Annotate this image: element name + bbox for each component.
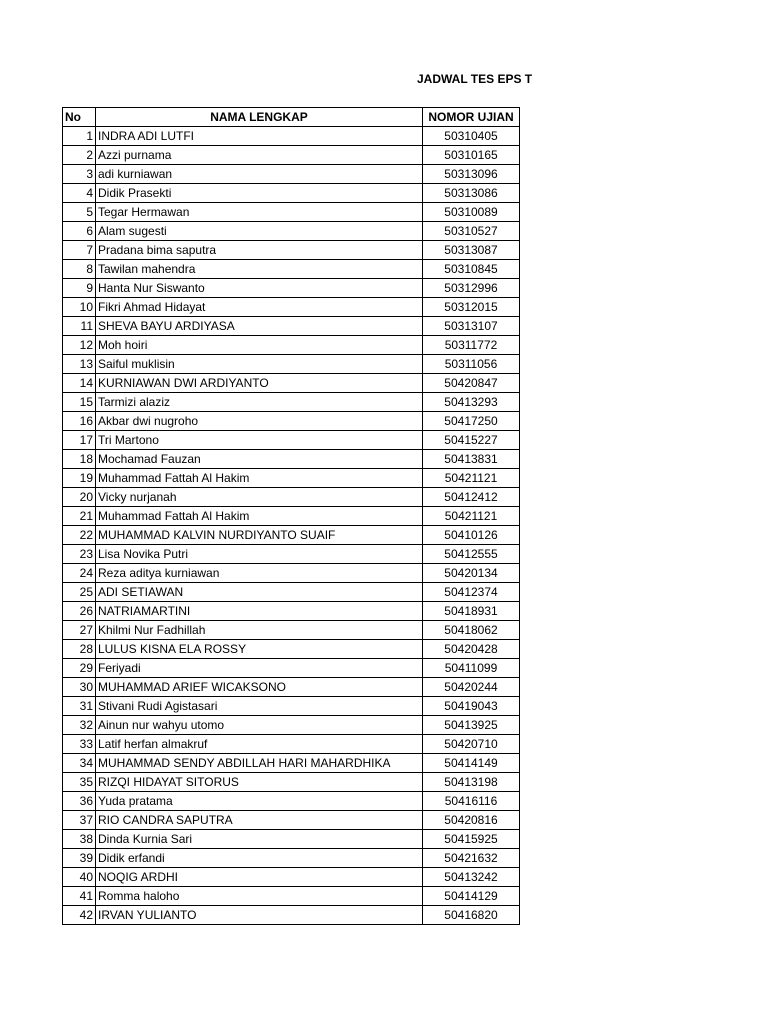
full-name-cell: Tegar Hermawan	[96, 203, 423, 222]
row-number: 12	[63, 336, 96, 355]
table-row	[63, 431, 520, 450]
exam-number-cell: 50413293	[423, 393, 520, 412]
exam-number-cell: 50420134	[423, 564, 520, 583]
row-number: 20	[63, 488, 96, 507]
exam-number-cell: 50412412	[423, 488, 520, 507]
full-name-cell: Pradana bima saputra	[96, 241, 423, 260]
exam-number-cell: 50313086	[423, 184, 520, 203]
full-name-cell: MUHAMMAD KALVIN NURDIYANTO SUAIF	[96, 526, 423, 545]
table-row	[63, 298, 520, 317]
table-row	[63, 203, 520, 222]
row-number: 22	[63, 526, 96, 545]
table-row	[63, 906, 520, 925]
row-number: 37	[63, 811, 96, 830]
row-number: 41	[63, 887, 96, 906]
full-name-cell: RIZQI HIDAYAT SITORUS	[96, 773, 423, 792]
row-number: 14	[63, 374, 96, 393]
row-number: 32	[63, 716, 96, 735]
table-row	[63, 469, 520, 488]
table-row	[63, 792, 520, 811]
full-name-cell: Khilmi Nur Fadhillah	[96, 621, 423, 640]
row-number: 2	[63, 146, 96, 165]
exam-number-cell: 50313087	[423, 241, 520, 260]
full-name-cell: Akbar dwi nugroho	[96, 412, 423, 431]
row-number: 28	[63, 640, 96, 659]
full-name-cell: Tawilan mahendra	[96, 260, 423, 279]
exam-number-cell: 50311056	[423, 355, 520, 374]
row-number: 10	[63, 298, 96, 317]
full-name-cell: SHEVA BAYU ARDIYASA	[96, 317, 423, 336]
table-row	[63, 412, 520, 431]
full-name-cell: Fikri Ahmad Hidayat	[96, 298, 423, 317]
table-row	[63, 640, 520, 659]
header-exam-number: NOMOR UJIAN	[423, 108, 520, 127]
header-full-name: NAMA LENGKAP	[96, 108, 423, 127]
exam-number-cell: 50418062	[423, 621, 520, 640]
row-number: 11	[63, 317, 96, 336]
row-number: 15	[63, 393, 96, 412]
exam-number-cell: 50310527	[423, 222, 520, 241]
table-body	[63, 127, 520, 925]
exam-number-cell: 50420244	[423, 678, 520, 697]
full-name-cell: Tri Martono	[96, 431, 423, 450]
table-row	[63, 279, 520, 298]
full-name-cell: MUHAMMAD ARIEF WICAKSONO	[96, 678, 423, 697]
table-row	[63, 545, 520, 564]
row-number: 5	[63, 203, 96, 222]
table-row	[63, 564, 520, 583]
row-number: 42	[63, 906, 96, 925]
exam-number-cell: 50421121	[423, 469, 520, 488]
exam-number-cell: 50412374	[423, 583, 520, 602]
exam-number-cell: 50310089	[423, 203, 520, 222]
table-row	[63, 488, 520, 507]
exam-number-cell: 50418931	[423, 602, 520, 621]
row-number: 26	[63, 602, 96, 621]
exam-number-cell: 50312996	[423, 279, 520, 298]
exam-number-cell: 50412555	[423, 545, 520, 564]
row-number: 1	[63, 127, 96, 146]
full-name-cell: Ainun nur wahyu utomo	[96, 716, 423, 735]
full-name-cell: Tarmizi alaziz	[96, 393, 423, 412]
table-row	[63, 583, 520, 602]
row-number: 31	[63, 697, 96, 716]
exam-number-cell: 50310165	[423, 146, 520, 165]
full-name-cell: Reza aditya kurniawan	[96, 564, 423, 583]
full-name-cell: Yuda pratama	[96, 792, 423, 811]
table-row	[63, 773, 520, 792]
exam-number-cell: 50416116	[423, 792, 520, 811]
table-row	[63, 336, 520, 355]
row-number: 33	[63, 735, 96, 754]
table-row	[63, 374, 520, 393]
full-name-cell: LULUS KISNA ELA ROSSY	[96, 640, 423, 659]
table-header-row	[63, 108, 520, 127]
full-name-cell: MUHAMMAD SENDY ABDILLAH HARI MAHARDHIKA	[96, 754, 423, 773]
row-number: 24	[63, 564, 96, 583]
row-number: 35	[63, 773, 96, 792]
exam-number-cell: 50420428	[423, 640, 520, 659]
exam-number-cell: 50310845	[423, 260, 520, 279]
exam-number-cell: 50312015	[423, 298, 520, 317]
table-row	[63, 659, 520, 678]
table-row	[63, 735, 520, 754]
exam-number-cell: 50413198	[423, 773, 520, 792]
table-row	[63, 450, 520, 469]
exam-number-cell: 50313096	[423, 165, 520, 184]
row-number: 19	[63, 469, 96, 488]
full-name-cell: Hanta Nur Siswanto	[96, 279, 423, 298]
table-row	[63, 716, 520, 735]
full-name-cell: Muhammad Fattah Al Hakim	[96, 469, 423, 488]
full-name-cell: Romma haloho	[96, 887, 423, 906]
table-row	[63, 241, 520, 260]
row-number: 18	[63, 450, 96, 469]
full-name-cell: adi kurniawan	[96, 165, 423, 184]
full-name-cell: Stivani Rudi Agistasari	[96, 697, 423, 716]
row-number: 38	[63, 830, 96, 849]
table-row	[63, 260, 520, 279]
row-number: 25	[63, 583, 96, 602]
table-row	[63, 222, 520, 241]
table-row	[63, 317, 520, 336]
full-name-cell: NATRIAMARTINI	[96, 602, 423, 621]
full-name-cell: Didik Prasekti	[96, 184, 423, 203]
full-name-cell: NOQIG ARDHI	[96, 868, 423, 887]
exam-number-cell: 50413925	[423, 716, 520, 735]
exam-number-cell: 50411099	[423, 659, 520, 678]
full-name-cell: Latif herfan almakruf	[96, 735, 423, 754]
row-number: 3	[63, 165, 96, 184]
table-row	[63, 507, 520, 526]
table-row	[63, 355, 520, 374]
exam-number-cell: 50414149	[423, 754, 520, 773]
exam-number-cell: 50419043	[423, 697, 520, 716]
table-row	[63, 165, 520, 184]
row-number: 13	[63, 355, 96, 374]
row-number: 7	[63, 241, 96, 260]
exam-schedule-table	[62, 107, 520, 925]
full-name-cell: Dinda Kurnia Sari	[96, 830, 423, 849]
full-name-cell: Didik erfandi	[96, 849, 423, 868]
full-name-cell: INDRA ADI LUTFI	[96, 127, 423, 146]
row-number: 9	[63, 279, 96, 298]
full-name-cell: Azzi purnama	[96, 146, 423, 165]
exam-number-cell: 50413831	[423, 450, 520, 469]
full-name-cell: Saiful muklisin	[96, 355, 423, 374]
exam-number-cell: 50420816	[423, 811, 520, 830]
row-number: 36	[63, 792, 96, 811]
row-number: 29	[63, 659, 96, 678]
table-row	[63, 811, 520, 830]
exam-number-cell: 50417250	[423, 412, 520, 431]
table-row	[63, 127, 520, 146]
exam-number-cell: 50416820	[423, 906, 520, 925]
table-row	[63, 146, 520, 165]
exam-number-cell: 50313107	[423, 317, 520, 336]
full-name-cell: Moh hoiri	[96, 336, 423, 355]
full-name-cell: ADI SETIAWAN	[96, 583, 423, 602]
exam-number-cell: 50311772	[423, 336, 520, 355]
full-name-cell: Mochamad Fauzan	[96, 450, 423, 469]
exam-number-cell: 50415925	[423, 830, 520, 849]
full-name-cell: Alam sugesti	[96, 222, 423, 241]
table-row	[63, 887, 520, 906]
row-number: 40	[63, 868, 96, 887]
table-row	[63, 526, 520, 545]
row-number: 21	[63, 507, 96, 526]
row-number: 23	[63, 545, 96, 564]
row-number: 39	[63, 849, 96, 868]
table-row	[63, 621, 520, 640]
row-number: 4	[63, 184, 96, 203]
exam-number-cell: 50413242	[423, 868, 520, 887]
table-row	[63, 678, 520, 697]
table-row	[63, 697, 520, 716]
table-row	[63, 754, 520, 773]
full-name-cell: Muhammad Fattah Al Hakim	[96, 507, 423, 526]
row-number: 16	[63, 412, 96, 431]
table-row	[63, 393, 520, 412]
exam-number-cell: 50414129	[423, 887, 520, 906]
header-no: No	[63, 108, 96, 127]
row-number: 8	[63, 260, 96, 279]
exam-number-cell: 50421121	[423, 507, 520, 526]
exam-number-cell: 50421632	[423, 849, 520, 868]
exam-number-cell: 50420710	[423, 735, 520, 754]
exam-number-cell: 50310405	[423, 127, 520, 146]
full-name-cell: Lisa Novika Putri	[96, 545, 423, 564]
table-row	[63, 184, 520, 203]
exam-number-cell: 50420847	[423, 374, 520, 393]
full-name-cell: RIO CANDRA SAPUTRA	[96, 811, 423, 830]
full-name-cell: Vicky nurjanah	[96, 488, 423, 507]
table-row	[63, 602, 520, 621]
full-name-cell: IRVAN YULIANTO	[96, 906, 423, 925]
full-name-cell: Feriyadi	[96, 659, 423, 678]
row-number: 30	[63, 678, 96, 697]
table-row	[63, 830, 520, 849]
row-number: 27	[63, 621, 96, 640]
full-name-cell: KURNIAWAN DWI ARDIYANTO	[96, 374, 423, 393]
row-number: 34	[63, 754, 96, 773]
row-number: 17	[63, 431, 96, 450]
table-row	[63, 849, 520, 868]
row-number: 6	[63, 222, 96, 241]
page-title: JADWAL TES EPS T	[417, 72, 533, 86]
exam-number-cell: 50415227	[423, 431, 520, 450]
exam-number-cell: 50410126	[423, 526, 520, 545]
table-row	[63, 868, 520, 887]
